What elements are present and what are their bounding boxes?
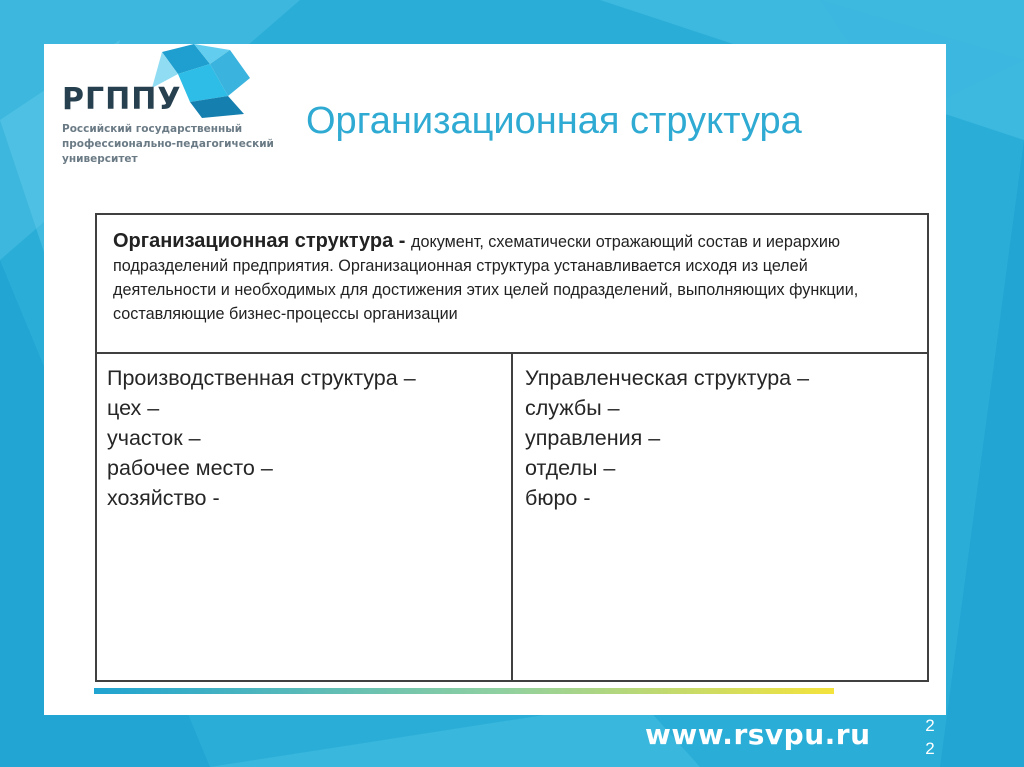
- structure-table: [95, 213, 929, 682]
- list-item: хозяйство -: [107, 486, 220, 510]
- list-item: Производственная структура –: [107, 366, 416, 390]
- university-logo: [62, 44, 272, 184]
- definition-dash: -: [393, 230, 411, 252]
- logo-abbreviation: РГППУ: [62, 82, 182, 117]
- logo-name-line: профессионально-педагогический: [62, 138, 274, 150]
- definition-cell: [97, 215, 927, 354]
- website-link[interactable]: www.rsvpu.ru: [645, 718, 871, 751]
- logo-university-name: [62, 122, 277, 167]
- logo-name-line: Российский государственный: [62, 123, 243, 135]
- list-item: управления –: [525, 426, 661, 450]
- list-item: отделы –: [525, 456, 616, 480]
- list-item: участок –: [107, 426, 201, 450]
- footer-divider: [94, 688, 834, 694]
- definition-text: документ, схематически отражающий состав и иерархию подразделений предприятия. Организационная структура устанавливается исходя из целей деятельности и необходимых для достижения этих целей подразделений, выполняющих функции, составляющие бизнес-процессы организации: [113, 233, 859, 323]
- page-number-digit: 2: [925, 739, 935, 758]
- management-structure-cell: [513, 354, 927, 680]
- logo-name-line: университет: [62, 153, 138, 165]
- definition-term: Организационная структура: [113, 230, 394, 252]
- production-structure-cell: [97, 354, 513, 680]
- list-item: службы –: [525, 396, 620, 420]
- list-item: рабочее место –: [107, 456, 273, 480]
- list-item: бюро -: [525, 486, 591, 510]
- page-number: [921, 714, 939, 760]
- list-item: Управленческая структура –: [525, 366, 810, 390]
- slide-title: Организационная структура: [306, 100, 802, 142]
- list-item: цех –: [107, 396, 160, 420]
- page-number-digit: 2: [925, 716, 935, 735]
